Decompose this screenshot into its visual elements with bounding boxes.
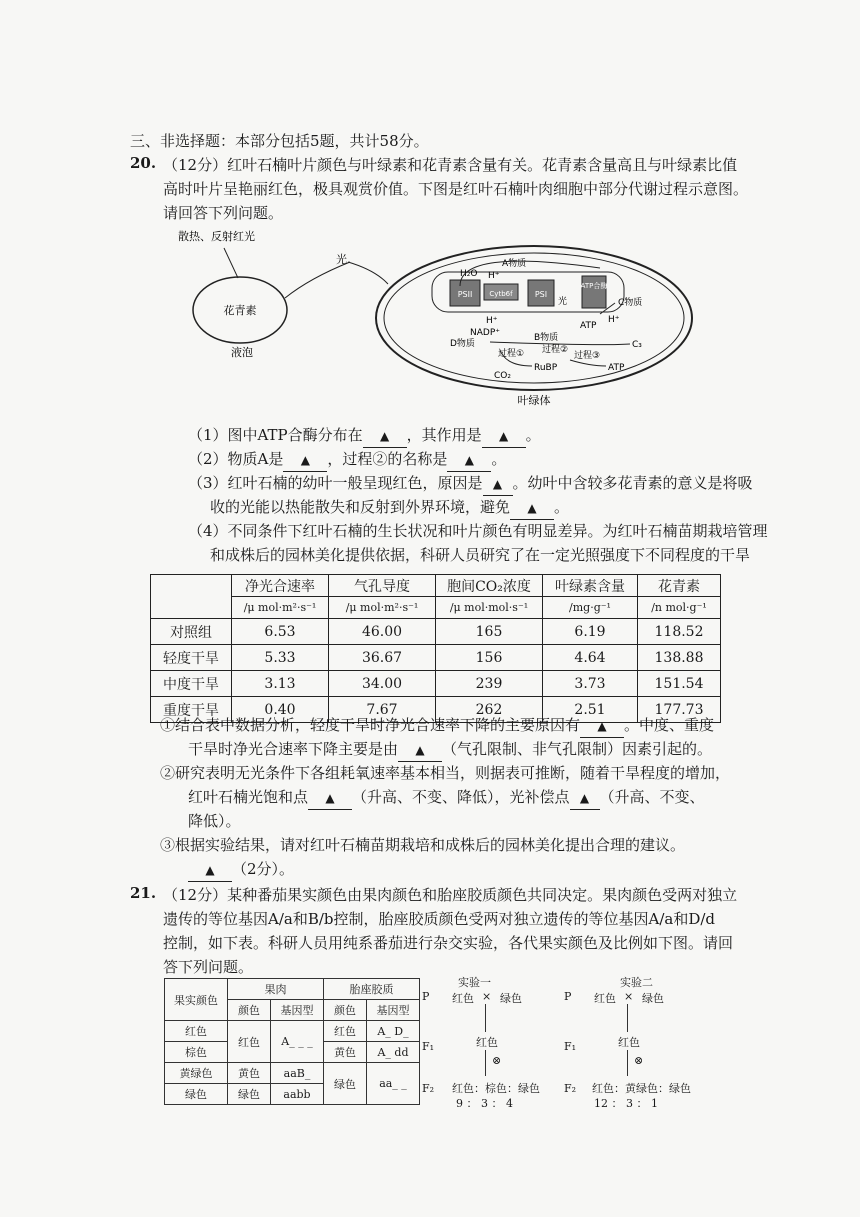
light-arrow-to-chloroplast	[348, 262, 388, 284]
answer-blank[interactable]: ▲	[570, 786, 600, 810]
answer-blank[interactable]: ▲	[447, 448, 491, 472]
table-cell: 3.73	[543, 671, 638, 697]
answer-blank[interactable]: ▲	[483, 472, 513, 496]
table-cell: 239	[436, 671, 543, 697]
answer-blank[interactable]: ▲	[283, 448, 327, 472]
table-header: 叶绿素含量	[543, 575, 638, 597]
answer-blank[interactable]: ▲	[308, 786, 352, 810]
answer-blank[interactable]: ▲	[510, 496, 554, 520]
substance-a-label: A物质	[502, 259, 527, 269]
substance-c-label: C物质	[618, 298, 643, 308]
row-label: 对照组	[151, 619, 232, 645]
table-cell: 165	[436, 619, 543, 645]
metabolism-diagram	[160, 228, 720, 408]
flesh-color: 黄色	[228, 1063, 271, 1084]
flesh-genotype: A_ _ _	[271, 1021, 324, 1063]
tomato-color-table	[164, 978, 420, 1105]
atp-synthase-label: ATP合酶	[580, 282, 608, 290]
c3-label: C₃	[632, 340, 642, 350]
h-plus-stroma-label: H⁺	[486, 316, 498, 326]
h-plus-label: H⁺	[488, 271, 500, 281]
process-3-label: 过程③	[574, 351, 601, 361]
exp2-p-parent1: 红色	[594, 992, 616, 1005]
table-header-row	[151, 575, 721, 597]
answer-blank[interactable]: ▲	[398, 738, 442, 762]
exp2-f1-color: 红色	[618, 1036, 640, 1049]
q20-sub4-1-line1: ①结合表中数据分析，轻度干旱时净光合速率下降的主要原因有 ▲ 。中度、重度	[160, 714, 714, 738]
table-cell: 138.88	[638, 645, 721, 671]
row-label: 轻度干旱	[151, 645, 232, 671]
anthocyanin-label: 花青素	[223, 304, 257, 317]
exp2-f2-ratio: 12 ： 3 ： 1	[594, 1097, 658, 1110]
row-label: 绿色	[165, 1084, 228, 1105]
process-1-label: 过程①	[498, 349, 525, 359]
table-units-row	[151, 597, 721, 619]
header-flesh: 果肉	[228, 979, 324, 1000]
table-unit: /μ mol·mol·s⁻¹	[436, 597, 543, 619]
table-unit: /μ mol·m²·s⁻¹	[329, 597, 436, 619]
co2-label: CO₂	[494, 371, 511, 381]
table-cell: 151.54	[638, 671, 721, 697]
placenta-genotype: A_ D_	[367, 1021, 420, 1042]
exp2-arrow-1	[627, 1004, 628, 1032]
answer-blank[interactable]: ▲	[580, 714, 624, 738]
flesh-genotype: aaB_	[271, 1063, 324, 1084]
placenta-color: 黄色	[324, 1042, 367, 1063]
light-arrow-to-vacuole	[285, 262, 350, 298]
q20-sub4-3-line2: ▲ （2分）。	[188, 858, 294, 882]
q20-intro-line-1: （12分）红叶石楠叶片颜色与叶绿素和花青素含量有关。花青素含量高且与叶绿素比值	[163, 156, 738, 174]
placenta-genotype: aa_ _	[367, 1063, 420, 1105]
q20-sub4-2-line1: ②研究表明无光条件下各组耗氧速率基本相当，则据表可推断，随着干旱程度的增加，	[160, 764, 731, 782]
row-label: 棕色	[165, 1042, 228, 1063]
table-cell: 156	[436, 645, 543, 671]
row-label: 黄绿色	[165, 1063, 228, 1084]
table-row	[151, 671, 721, 697]
q20-intro-line-3: 请回答下列问题。	[163, 204, 284, 222]
nadp-label: NADP⁺	[470, 328, 500, 338]
psi-label: PSI	[534, 290, 548, 299]
exp2-cross: ×	[624, 990, 634, 1003]
atp-label-bottom: ATP	[608, 363, 625, 373]
table-cell: 2.51	[543, 697, 638, 723]
q20-sub4-line1: （4）不同条件下红叶石楠的生长状况和叶片颜色有明显差异。为红叶石楠苗期栽培管理	[188, 522, 768, 540]
table-row	[151, 645, 721, 671]
q20-intro-line-2: 高时叶片呈艳丽红色，极具观赏价值。下图是红叶石楠叶肉细胞中部分代谢过程示意图。	[163, 180, 749, 198]
q20-sub4-1-line2: 干旱时净光合速率下降主要是由 ▲ （气孔限制、非气孔限制）因素引起的。	[188, 738, 712, 762]
chloroplast-label: 叶绿体	[517, 394, 551, 407]
table-cell: 5.33	[232, 645, 329, 671]
section-header: 三、非选择题：本部分包括5题，共计58分。	[130, 132, 429, 150]
exp1-title: 实验一	[458, 976, 491, 989]
table-cell: 118.52	[638, 619, 721, 645]
exp1-f1-label: F₁	[422, 1040, 435, 1053]
q20-sub4-line2: 和成株后的园林美化提供依据，科研人员研究了在一定光照强度下不同程度的干旱	[210, 546, 751, 564]
table-unit: /μ mol·m²·s⁻¹	[232, 597, 329, 619]
exp2-p-label: P	[564, 990, 572, 1003]
exp1-cross: ×	[482, 990, 492, 1003]
table-header: 净光合速率	[232, 575, 329, 597]
q21-intro-line-1: （12分）某种番茄果实颜色由果肉颜色和胎座胶质颜色共同决定。果肉颜色受两对独立	[163, 886, 738, 904]
table-unit: /n mol·g⁻¹	[638, 597, 721, 619]
light-label: 光	[336, 253, 347, 266]
q20-sub1: （1）图中ATP合酶分布在 ▲ ，其作用是 ▲ 。	[188, 424, 541, 448]
question-20-number: 20.	[130, 154, 157, 172]
q20-sub4-2-line2: 红叶石楠光饱和点 ▲ （升高、不变、降低），光补偿点 ▲ （升高、不变、	[188, 786, 705, 810]
exp1-p-parent2: 绿色	[500, 992, 522, 1005]
rubp-label: RuBP	[534, 363, 558, 373]
q20-sub4-3-line1: ③根据实验结果，请对红叶石楠苗期栽培和成株后的园林美化提出合理的建议。	[160, 836, 686, 854]
cytbf-label: Cytb6f	[489, 290, 513, 298]
h2o-label: H₂O	[460, 269, 478, 279]
process-2-label: 过程②	[542, 345, 569, 355]
heat-arrow-line	[224, 248, 238, 278]
placenta-genotype: A_ dd	[367, 1042, 420, 1063]
table-corner	[151, 575, 232, 619]
table-unit: /mg·g⁻¹	[543, 597, 638, 619]
q20-sub3-line1: （3）红叶石楠的幼叶一般呈现红色，原因是 ▲ 。幼叶中含较多花青素的意义是将吸	[188, 472, 753, 496]
light-on-psi-label: 光	[558, 297, 568, 307]
h-plus-atp-label: H⁺	[608, 315, 620, 325]
table-cell: 4.64	[543, 645, 638, 671]
q21-intro-line-3: 控制，如下表。科研人员用纯系番茄进行杂交实验，各代果实颜色及比例如下图。请回	[163, 934, 734, 952]
answer-blank[interactable]: ▲	[363, 424, 407, 448]
table-cell: 177.73	[638, 697, 721, 723]
table-cell: 46.00	[329, 619, 436, 645]
subheader-color: 颜色	[228, 1000, 271, 1021]
table-header: 花青素	[638, 575, 721, 597]
table-cell: 36.67	[329, 645, 436, 671]
table-header: 气孔导度	[329, 575, 436, 597]
flesh-color: 绿色	[228, 1084, 271, 1105]
exp2-f2-label: F₂	[564, 1082, 577, 1095]
exp1-arrow-2	[485, 1050, 486, 1076]
answer-blank[interactable]: ▲	[188, 858, 232, 882]
subheader-genotype: 基因型	[367, 1000, 420, 1021]
exp1-selfing-icon: ⊗	[492, 1054, 502, 1067]
table-cell: 0.40	[232, 697, 329, 723]
flesh-color: 红色	[228, 1021, 271, 1063]
row-label: 重度干旱	[151, 697, 232, 723]
q21-intro-line-4: 答下列问题。	[163, 958, 254, 976]
exp1-f2-label: F₂	[422, 1082, 435, 1095]
q20-sub3-line2: 收的光能以热能散失和反射到外界环境，避免 ▲ 。	[210, 496, 569, 520]
placenta-color: 红色	[324, 1021, 367, 1042]
flesh-genotype: aabb	[271, 1084, 324, 1105]
exp2-f2-colors: 红色：黄绿色：绿色	[592, 1082, 691, 1095]
heat-red-light-label: 散热、反射红光	[178, 230, 255, 243]
q20-sub2: （2）物质A是 ▲ ，过程②的名称是 ▲ 。	[188, 448, 506, 472]
table-cell: 34.00	[329, 671, 436, 697]
row-label: 中度干旱	[151, 671, 232, 697]
exp2-selfing-icon: ⊗	[634, 1054, 644, 1067]
table-cell: 7.67	[329, 697, 436, 723]
question-21-number: 21.	[130, 884, 157, 902]
q21-intro-line-2: 遗传的等位基因A/a和B/b控制，胎座胶质颜色受两对独立遗传的等位基因A/a和D/d	[163, 910, 716, 928]
row-label: 红色	[165, 1021, 228, 1042]
exp2-p-parent2: 绿色	[642, 992, 664, 1005]
psii-label: PSII	[457, 290, 473, 299]
substance-d-label: D物质	[450, 339, 475, 349]
exp2-title: 实验二	[620, 976, 653, 989]
header-placenta: 胎座胶质	[324, 979, 420, 1000]
exp1-p-parent1: 红色	[452, 992, 474, 1005]
table-header: 胞间CO₂浓度	[436, 575, 543, 597]
drought-results-table	[150, 574, 721, 723]
q20-sub4-2-line3: 降低）。	[188, 812, 241, 830]
exp1-p-label: P	[422, 990, 430, 1003]
answer-blank[interactable]: ▲	[482, 424, 526, 448]
exp1-f2-ratio: 9 ： 3 ： 4	[456, 1097, 513, 1110]
atp-synthase-complex	[582, 276, 606, 308]
table-cell: 6.53	[232, 619, 329, 645]
placenta-color: 绿色	[324, 1063, 367, 1105]
subheader-genotype: 基因型	[271, 1000, 324, 1021]
table-cell: 3.13	[232, 671, 329, 697]
vacuole-label: 液泡	[231, 346, 253, 359]
table-cell: 6.19	[543, 619, 638, 645]
atp-label-top: ATP	[580, 321, 597, 331]
subheader-color: 颜色	[324, 1000, 367, 1021]
table-cell: 262	[436, 697, 543, 723]
exp1-f1-color: 红色	[476, 1036, 498, 1049]
exp1-arrow-1	[485, 1004, 486, 1032]
header-fruit-color: 果实颜色	[165, 979, 228, 1021]
exp2-arrow-2	[627, 1050, 628, 1076]
exp1-f2-colors: 红色：棕色：绿色	[452, 1082, 540, 1095]
substance-b-label: B物质	[534, 333, 559, 343]
exp2-f1-label: F₁	[564, 1040, 577, 1053]
table-row	[151, 619, 721, 645]
cycle-arrow-2	[490, 342, 630, 345]
